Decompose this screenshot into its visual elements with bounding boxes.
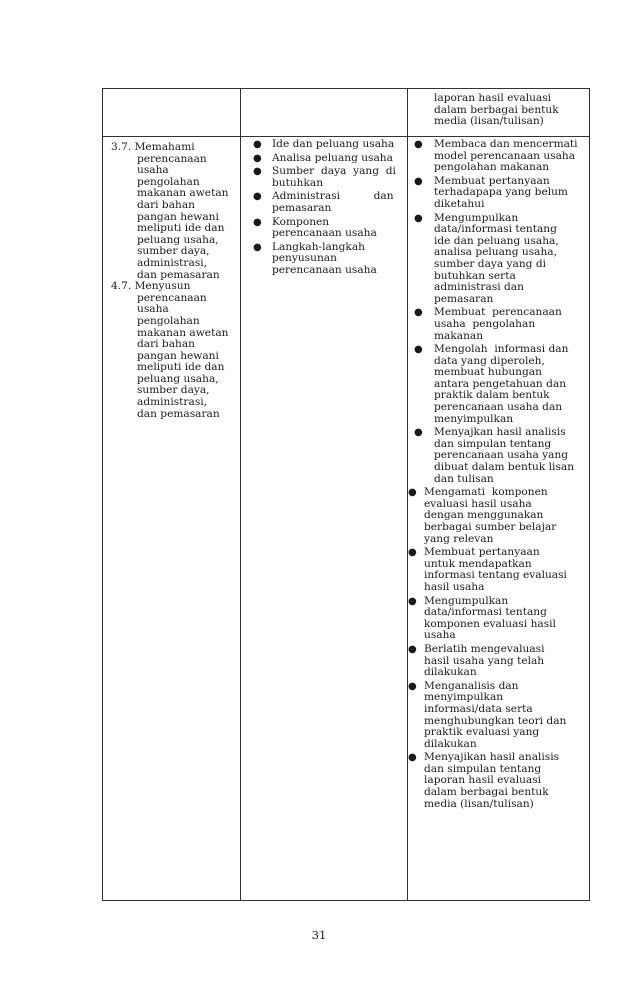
text-line: antara pengetahuan dan: [434, 377, 567, 390]
text-line: media (lisan/tulisan): [424, 797, 534, 810]
text-line: perencanaan usaha dan: [434, 401, 563, 414]
bullet-icon: ●: [408, 680, 417, 692]
text-line: Analisa peluang usaha: [272, 151, 393, 164]
bullet-icon: ●: [414, 307, 423, 319]
text-line: hasil usaha: [424, 580, 485, 593]
bullet-icon: ●: [253, 166, 262, 178]
syllabus-table: [102, 88, 590, 901]
text-line: komponen evaluasi hasil: [424, 617, 556, 630]
list-item: [408, 547, 588, 593]
list-item: [408, 681, 588, 751]
text-line: sumber daya yang di: [434, 257, 546, 270]
text-line: peluang usaha,: [137, 233, 219, 246]
kegiatan-column: [408, 139, 588, 812]
bullet-icon: ●: [253, 216, 262, 228]
kompetensi-dasar-column: [111, 142, 241, 420]
text-line: terhadapapa yang belum: [434, 186, 568, 199]
text-line: perencanaan: [137, 291, 207, 304]
text-line: dalam berbagai bentuk: [434, 103, 559, 116]
bullet-icon: ●: [408, 547, 417, 559]
bullet-icon: ●: [414, 212, 423, 224]
text-line: pengolahan: [137, 175, 200, 188]
text-line: Membuat pertanyaan: [434, 174, 550, 187]
list-item: [408, 427, 588, 485]
text-line: sumber daya,: [137, 384, 210, 397]
text-line: sumber daya,: [137, 245, 210, 258]
text-line: dari bahan: [137, 338, 195, 351]
materi-column: [247, 139, 401, 279]
text-line: data yang diperoleh,: [434, 354, 545, 367]
kompetensi-item: [111, 142, 241, 281]
text-line: dan pemasaran: [137, 407, 220, 420]
text-line: Langkah-langkah: [272, 240, 365, 253]
text-line: pengolahan makanan: [434, 161, 550, 174]
text-line: administrasi,: [137, 396, 208, 409]
text-line: media (lisan/tulisan): [434, 115, 544, 128]
kompetensi-number: 3.7. Memahami: [111, 141, 195, 153]
text-line: dilakukan: [424, 737, 477, 750]
text-line: pangan hewani: [137, 349, 219, 362]
list-item: [247, 242, 401, 277]
text-line: untuk mendapatkan: [424, 557, 532, 570]
text-line: perencanaan usaha: [272, 227, 377, 240]
bullet-icon: ●: [253, 191, 262, 203]
text-line: perencanaan: [137, 152, 207, 165]
text-line: dan simpulan tentang: [434, 437, 552, 450]
text-line: makanan: [434, 329, 484, 342]
text-line: meliputi ide dan: [137, 222, 225, 235]
text-line: usaha: [424, 629, 456, 642]
text-line: membuat hubungan: [434, 366, 542, 379]
text-line: dibuat dalam bentuk lisan: [434, 461, 575, 474]
text-line: pemasaran: [434, 292, 494, 305]
bullet-icon: ●: [253, 139, 262, 150]
text-line: dan tulisan: [434, 472, 494, 485]
bullet-icon: ●: [253, 152, 262, 164]
text-line: berbagai sumber belajar: [424, 521, 557, 533]
text-line: informasi/data serta: [424, 702, 533, 715]
text-line: Mengolah informasi dan: [434, 343, 569, 356]
text-line: penyusunan: [272, 252, 337, 265]
text-line: makanan awetan: [137, 326, 229, 339]
text-line: diketahui: [434, 197, 485, 210]
bullet-icon: ●: [414, 175, 423, 187]
text-line: makanan awetan: [137, 187, 229, 200]
text-line: pangan hewani: [137, 210, 219, 223]
list-item: [408, 307, 588, 342]
text-line: Ide dan peluang usaha: [272, 138, 395, 150]
text-line: perencanaan usaha yang: [434, 449, 569, 462]
text-line: data/informasi tentang: [424, 606, 547, 619]
bullet-icon: ●: [408, 595, 417, 607]
bullet-icon: ●: [408, 487, 417, 499]
list-item: [408, 139, 588, 174]
list-item: [247, 139, 401, 151]
bullet-icon: ●: [408, 643, 417, 655]
text-line: Membuat perencanaan: [434, 306, 562, 319]
text-line: usaha: [137, 303, 169, 316]
text-line: dari bahan: [137, 198, 195, 211]
bullet-icon: ●: [414, 344, 423, 356]
list-item: [408, 213, 588, 306]
list-item: [408, 752, 588, 810]
text-line: usaha: [137, 164, 169, 177]
text-line: praktik dalam bentuk: [434, 389, 550, 402]
text-line: model perencanaan usaha: [434, 149, 576, 162]
text-line: praktik evaluasi yang: [424, 726, 540, 739]
text-line: usaha pengolahan: [434, 317, 536, 330]
table-row-divider: [103, 136, 589, 137]
text-line: ide dan peluang usaha,: [434, 234, 559, 247]
list-item: [247, 166, 401, 189]
top-row-activities: [434, 93, 586, 128]
text-line: laporan hasil evaluasi: [424, 774, 542, 787]
text-line: dan simpulan tentang: [424, 762, 542, 775]
text-line: evaluasi hasil usaha: [424, 497, 532, 510]
text-line: yang relevan: [424, 532, 494, 545]
text-line: menyimpulkan: [434, 412, 514, 425]
text-line: dilakukan: [424, 666, 477, 679]
text-line: informasi tentang evaluasi: [424, 569, 567, 582]
list-item: [408, 596, 588, 642]
text-line: dengan menggunakan: [424, 509, 544, 522]
text-line: Membaca dan mencermati: [434, 138, 578, 150]
text-line: butuhkan: [272, 176, 324, 189]
text-line: pengolahan: [137, 314, 200, 327]
text-line: analisa peluang usaha,: [434, 246, 557, 259]
kompetensi-item: [111, 281, 241, 420]
list-item: [408, 176, 588, 211]
text-line: laporan hasil evaluasi: [434, 92, 552, 104]
text-line: Administrasi dan: [272, 190, 394, 203]
text-line: dan pemasaran: [137, 268, 220, 281]
text-line: Sumber daya yang di: [272, 165, 396, 178]
text-line: pemasaran: [272, 201, 332, 214]
materi-list: [247, 139, 401, 277]
text-line: hasil usaha yang telah: [424, 654, 545, 667]
text-line: data/informasi tentang: [434, 223, 557, 236]
list-item: [247, 153, 401, 165]
list-item: [247, 217, 401, 240]
list-item: [408, 487, 588, 545]
text-line: menyimpulkan: [424, 691, 504, 704]
text-line: Menyajkan hasil analisis: [434, 426, 566, 439]
text-line: Menganalisis dan: [424, 679, 519, 692]
kegiatan-list: [408, 139, 588, 810]
text-line: menghubungkan teori dan: [424, 714, 567, 727]
text-line: Mengamati komponen: [424, 486, 548, 499]
list-item: [408, 344, 588, 425]
bullet-icon: ●: [253, 241, 262, 253]
text-line: administrasi dan: [434, 281, 524, 294]
text-line: administrasi,: [137, 256, 208, 269]
text-line: Mengumpulkan: [424, 594, 509, 607]
bullet-icon: ●: [408, 752, 417, 764]
text-line: Membuat pertanyaan: [424, 546, 540, 559]
bullet-icon: ●: [414, 427, 423, 439]
text-line: Komponen: [272, 215, 330, 228]
list-item: [408, 644, 588, 679]
text-line: perencanaan usaha: [272, 263, 377, 276]
text-line: Menyajikan hasil analisis: [424, 751, 560, 764]
bullet-icon: ●: [414, 139, 423, 150]
kompetensi-number: 4.7. Menyusun: [111, 280, 191, 293]
page-number: 31: [311, 928, 327, 942]
text-line: meliputi ide dan: [137, 361, 225, 374]
text-line: dalam berbagai bentuk: [424, 786, 549, 799]
text-line: Berlatih mengevaluasi: [424, 642, 545, 655]
text-line: butuhkan serta: [434, 269, 516, 282]
text-line: peluang usaha,: [137, 372, 219, 385]
text-line: Mengumpulkan: [434, 211, 519, 224]
list-item: [247, 191, 401, 214]
